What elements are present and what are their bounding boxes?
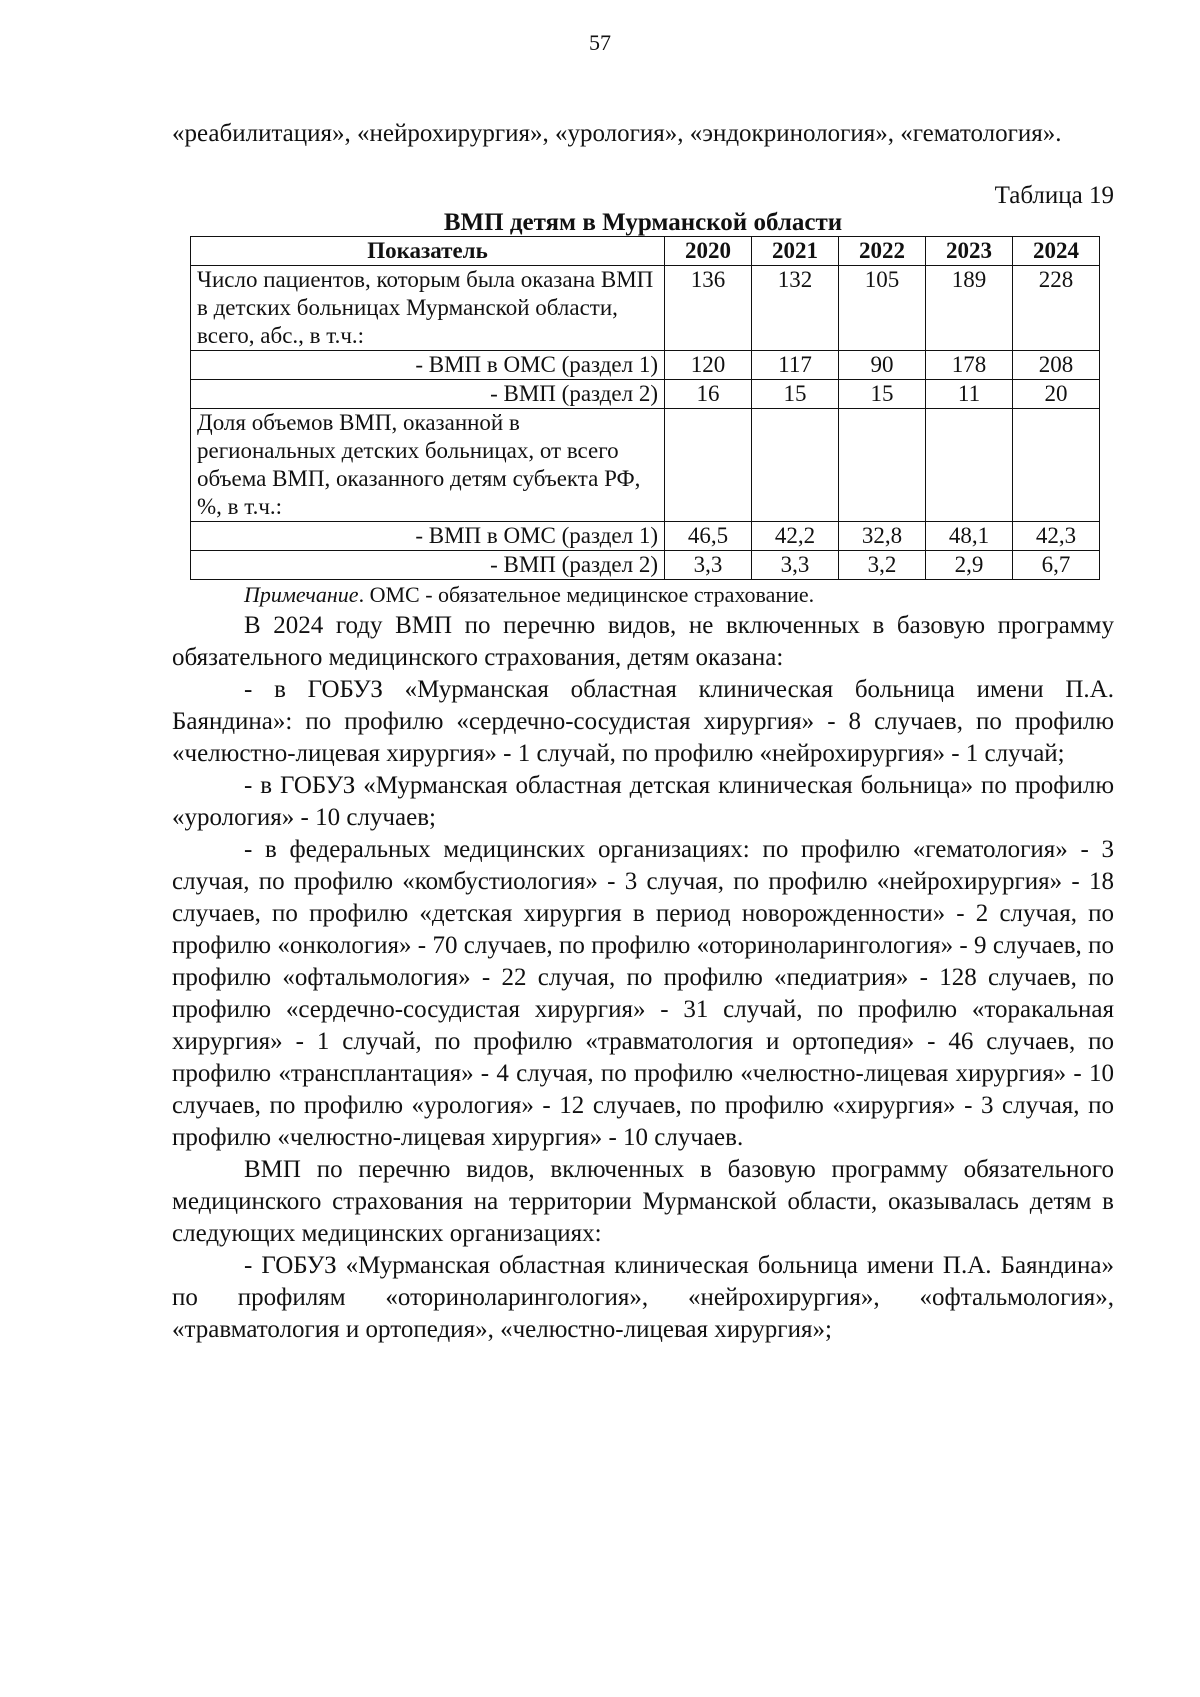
body-paragraph: - в федеральных медицинских организациях: по профилю «гематология» - 3 случая, по профилю «комбустиология» - 3 случая, по профилю «нейрохирургия» - 18 случаев, по профилю «детская хирургия в период новорожденности» - 2 случая, по профилю «онкология» - 70 случаев, по профилю «оториноларингология» - 9 случаев, по профилю «офтальмология» - 22 случая, по профилю «педиатрия» - 128 случаев, по профилю «сердечно-сосудистая хирургия» - 31 случай, по профилю «торакальная хирургия» - 1 случай, по профилю «травматология и ортопедия» - 46 случаев, по профилю «трансплантация» - 4 случая, по профилю «челюстно-лицевая хирургия» - 10 случаев, по профилю «урология» - 12 случаев, по профилю «хирургия» - 3 случая, по профилю «челюстно-лицевая хирургия» - 10 случаев. [172, 836, 1114, 1151]
table-cell: 117 [752, 351, 839, 380]
table-cell: 11 [926, 380, 1013, 409]
table-cell [839, 409, 926, 522]
header-cell: 2023 [926, 237, 1013, 266]
row-label: Доля объемов ВМП, оказанной в региональных детских больницах, от всего объема ВМП, оказанного детям субъекта РФ, %, в т.ч.: [191, 409, 665, 522]
header-cell: 2022 [839, 237, 926, 266]
intro-paragraph: «реабилитация», «нейрохирургия», «урология», «эндокринология», «гематология». [172, 120, 1062, 147]
table-cell: 3,2 [839, 551, 926, 580]
data-table [190, 236, 1100, 580]
header-cell: 2020 [665, 237, 752, 266]
row-label: - ВМП в ОМС (раздел 1) [191, 522, 665, 551]
table-cell: 46,5 [665, 522, 752, 551]
body-paragraph: - в ГОБУЗ «Мурманская областная клиническая больница имени П.А. Баяндина»: по профилю «сердечно-сосудистая хирургия» - 8 случаев, по профилю «челюстно-лицевая хирургия» - 1 случай, по профилю «нейрохирургия» - 1 случай; [172, 676, 1114, 767]
table-cell: 42,2 [752, 522, 839, 551]
row-label: - ВМП в ОМС (раздел 1) [191, 351, 665, 380]
table-cell [926, 409, 1013, 522]
page-number: 57 [589, 30, 611, 55]
table-cell: 189 [926, 266, 1013, 351]
table-cell: 3,3 [665, 551, 752, 580]
table-cell: 3,3 [752, 551, 839, 580]
row-label: Число пациентов, которым была оказана ВМП в детских больницах Мурманской области, всего, абс., в т.ч.: [191, 266, 665, 351]
table-cell [665, 409, 752, 522]
header-cell: 2021 [752, 237, 839, 266]
table-header-row [191, 237, 1100, 266]
row-label: - ВМП (раздел 2) [191, 551, 665, 580]
table-cell [752, 409, 839, 522]
table-cell: 2,9 [926, 551, 1013, 580]
header-cell: 2024 [1013, 237, 1100, 266]
table-cell: 90 [839, 351, 926, 380]
table-cell [1013, 409, 1100, 522]
table-cell: 178 [926, 351, 1013, 380]
table-cell: 42,3 [1013, 522, 1100, 551]
table-note [244, 580, 1114, 610]
table-cell: 136 [665, 266, 752, 351]
body-paragraph: - в ГОБУЗ «Мурманская областная детская клиническая больница» по профилю «урология» - 10 случаев; [172, 772, 1114, 831]
table-cell: 105 [839, 266, 926, 351]
row-label: - ВМП (раздел 2) [191, 380, 665, 409]
table-cell: 228 [1013, 266, 1100, 351]
page-content [172, 118, 1114, 1346]
table-row [191, 551, 1100, 580]
body-paragraph: ВМП по перечню видов, включенных в базовую программу обязательного медицинского страхования на территории Мурманской области, оказывалась детям в следующих медицинских организациях: [172, 1156, 1114, 1247]
table-cell: 20 [1013, 380, 1100, 409]
table-row [191, 380, 1100, 409]
body-paragraph: В 2024 году ВМП по перечню видов, не включенных в базовую программу обязательного медицинского страхования, детям оказана: [172, 612, 1114, 671]
table-cell: 48,1 [926, 522, 1013, 551]
body-paragraph: - ГОБУЗ «Мурманская областная клиническая больница имени П.А. Баяндина» по профилям «оториноларингология», «нейрохирургия», «офтальмология», «травматология и ортопедия», «челюстно-лицевая хирургия»; [172, 1252, 1114, 1343]
table-cell: 15 [752, 380, 839, 409]
table-cell: 16 [665, 380, 752, 409]
table-caption: Таблица 19 [994, 182, 1114, 209]
table-cell: 32,8 [839, 522, 926, 551]
note-text: . ОМС - обязательное медицинское страхование. [358, 582, 815, 607]
table-row [191, 351, 1100, 380]
table-title: ВМП детям в Мурманской области [443, 209, 843, 236]
table-cell: 6,7 [1013, 551, 1100, 580]
table-cell: 15 [839, 380, 926, 409]
table-cell: 120 [665, 351, 752, 380]
table-row [191, 522, 1100, 551]
note-label: Примечание [244, 582, 359, 607]
table-cell: 208 [1013, 351, 1100, 380]
table-cell: 132 [752, 266, 839, 351]
header-cell: Показатель [191, 237, 665, 266]
table-row [191, 409, 1100, 522]
table-row [191, 266, 1100, 351]
